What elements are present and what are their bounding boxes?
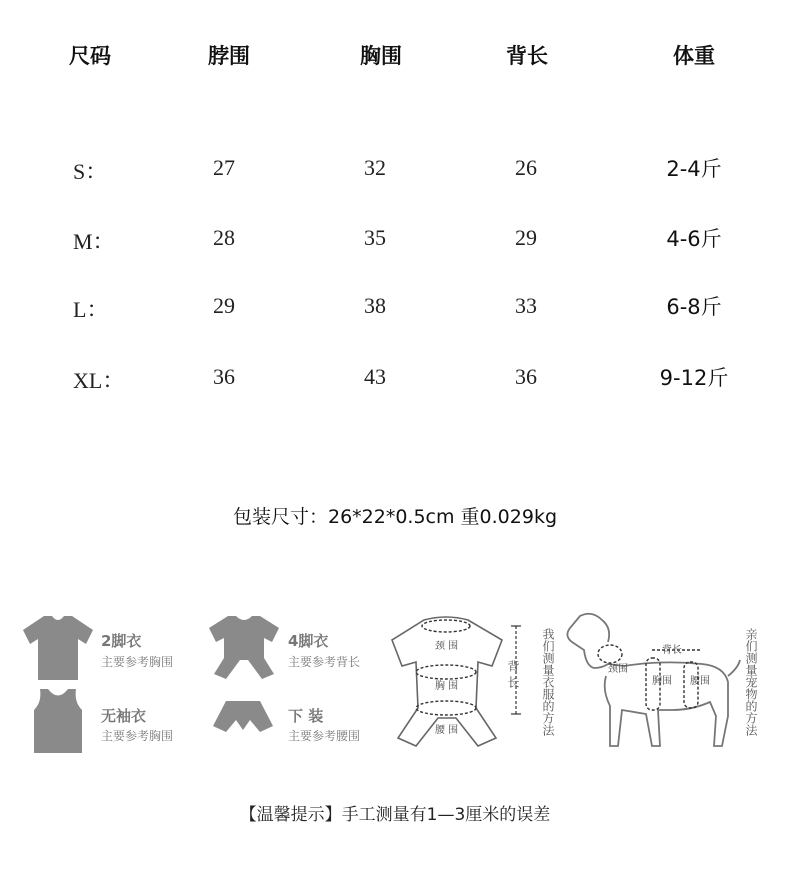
row-s-size: S： (73, 159, 108, 184)
dog-back-label: 背长 (662, 645, 682, 656)
row-m-size: M： (73, 229, 115, 254)
row-m-weight: 4-6斤 (666, 227, 722, 251)
guide-item-tank-subtitle: 主要参考胸围 (101, 729, 174, 743)
header-back-length: 背长 (506, 44, 548, 68)
pants-icon (212, 700, 274, 742)
dog-chest-label: 胸围 (652, 676, 672, 687)
row-l-weight: 6-8斤 (666, 295, 722, 319)
header-size: 尺码 (69, 44, 111, 68)
dog-waist-label: 腰围 (690, 676, 710, 687)
tshirt-icon (22, 614, 94, 682)
guide-item-pants-subtitle: 主要参考腰围 (288, 729, 361, 743)
clothing-waist-label: 腰 围 (435, 725, 459, 736)
dog-method-caption: 亲们测量宠物的方法 (744, 628, 758, 736)
row-s-weight: 2-4斤 (666, 157, 722, 181)
dog-neck-label: 颈围 (608, 664, 628, 675)
measurement-tip: 【温馨提示】手工测量有1—3厘米的误差 (239, 805, 551, 825)
row-l-back: 33 (515, 293, 537, 318)
clothing-neck-label: 颈 围 (435, 641, 459, 652)
clothing-back-label: 背 长 (506, 660, 520, 688)
header-chest: 胸围 (360, 44, 402, 68)
row-s-back: 26 (515, 155, 537, 180)
row-l-neck: 29 (213, 293, 235, 318)
clothing-chest-label: 胸 围 (435, 681, 459, 692)
four-leg-suit-icon (208, 614, 280, 680)
package-info: 包装尺寸：26*22*0.5cm 重0.029kg (232, 506, 558, 528)
row-m-back: 29 (515, 225, 537, 250)
row-xl-neck: 36 (213, 364, 235, 389)
row-m-chest: 35 (364, 225, 386, 250)
guide-item-four-leg-title: 4脚衣 (288, 632, 329, 650)
header-weight: 体重 (673, 44, 715, 68)
row-xl-chest: 43 (364, 364, 386, 389)
row-xl-size: XL： (73, 368, 125, 393)
tank-top-icon (32, 688, 84, 754)
guide-item-four-leg-subtitle: 主要参考背长 (288, 655, 361, 669)
clothing-method-caption: 我们测量衣服的方法 (541, 628, 555, 736)
guide-item-pants-title: 下 装 (288, 707, 324, 725)
header-neck: 脖围 (208, 44, 250, 68)
row-xl-weight: 9-12斤 (659, 366, 729, 390)
row-l-size: L： (73, 297, 109, 322)
guide-item-tshirt-subtitle: 主要参考胸围 (101, 655, 174, 669)
guide-item-tshirt-title: 2脚衣 (101, 632, 142, 650)
row-xl-back: 36 (515, 364, 537, 389)
row-m-neck: 28 (213, 225, 235, 250)
row-l-chest: 38 (364, 293, 386, 318)
row-s-chest: 32 (364, 155, 386, 180)
guide-item-tank-title: 无袖衣 (101, 707, 147, 725)
row-s-neck: 27 (213, 155, 235, 180)
